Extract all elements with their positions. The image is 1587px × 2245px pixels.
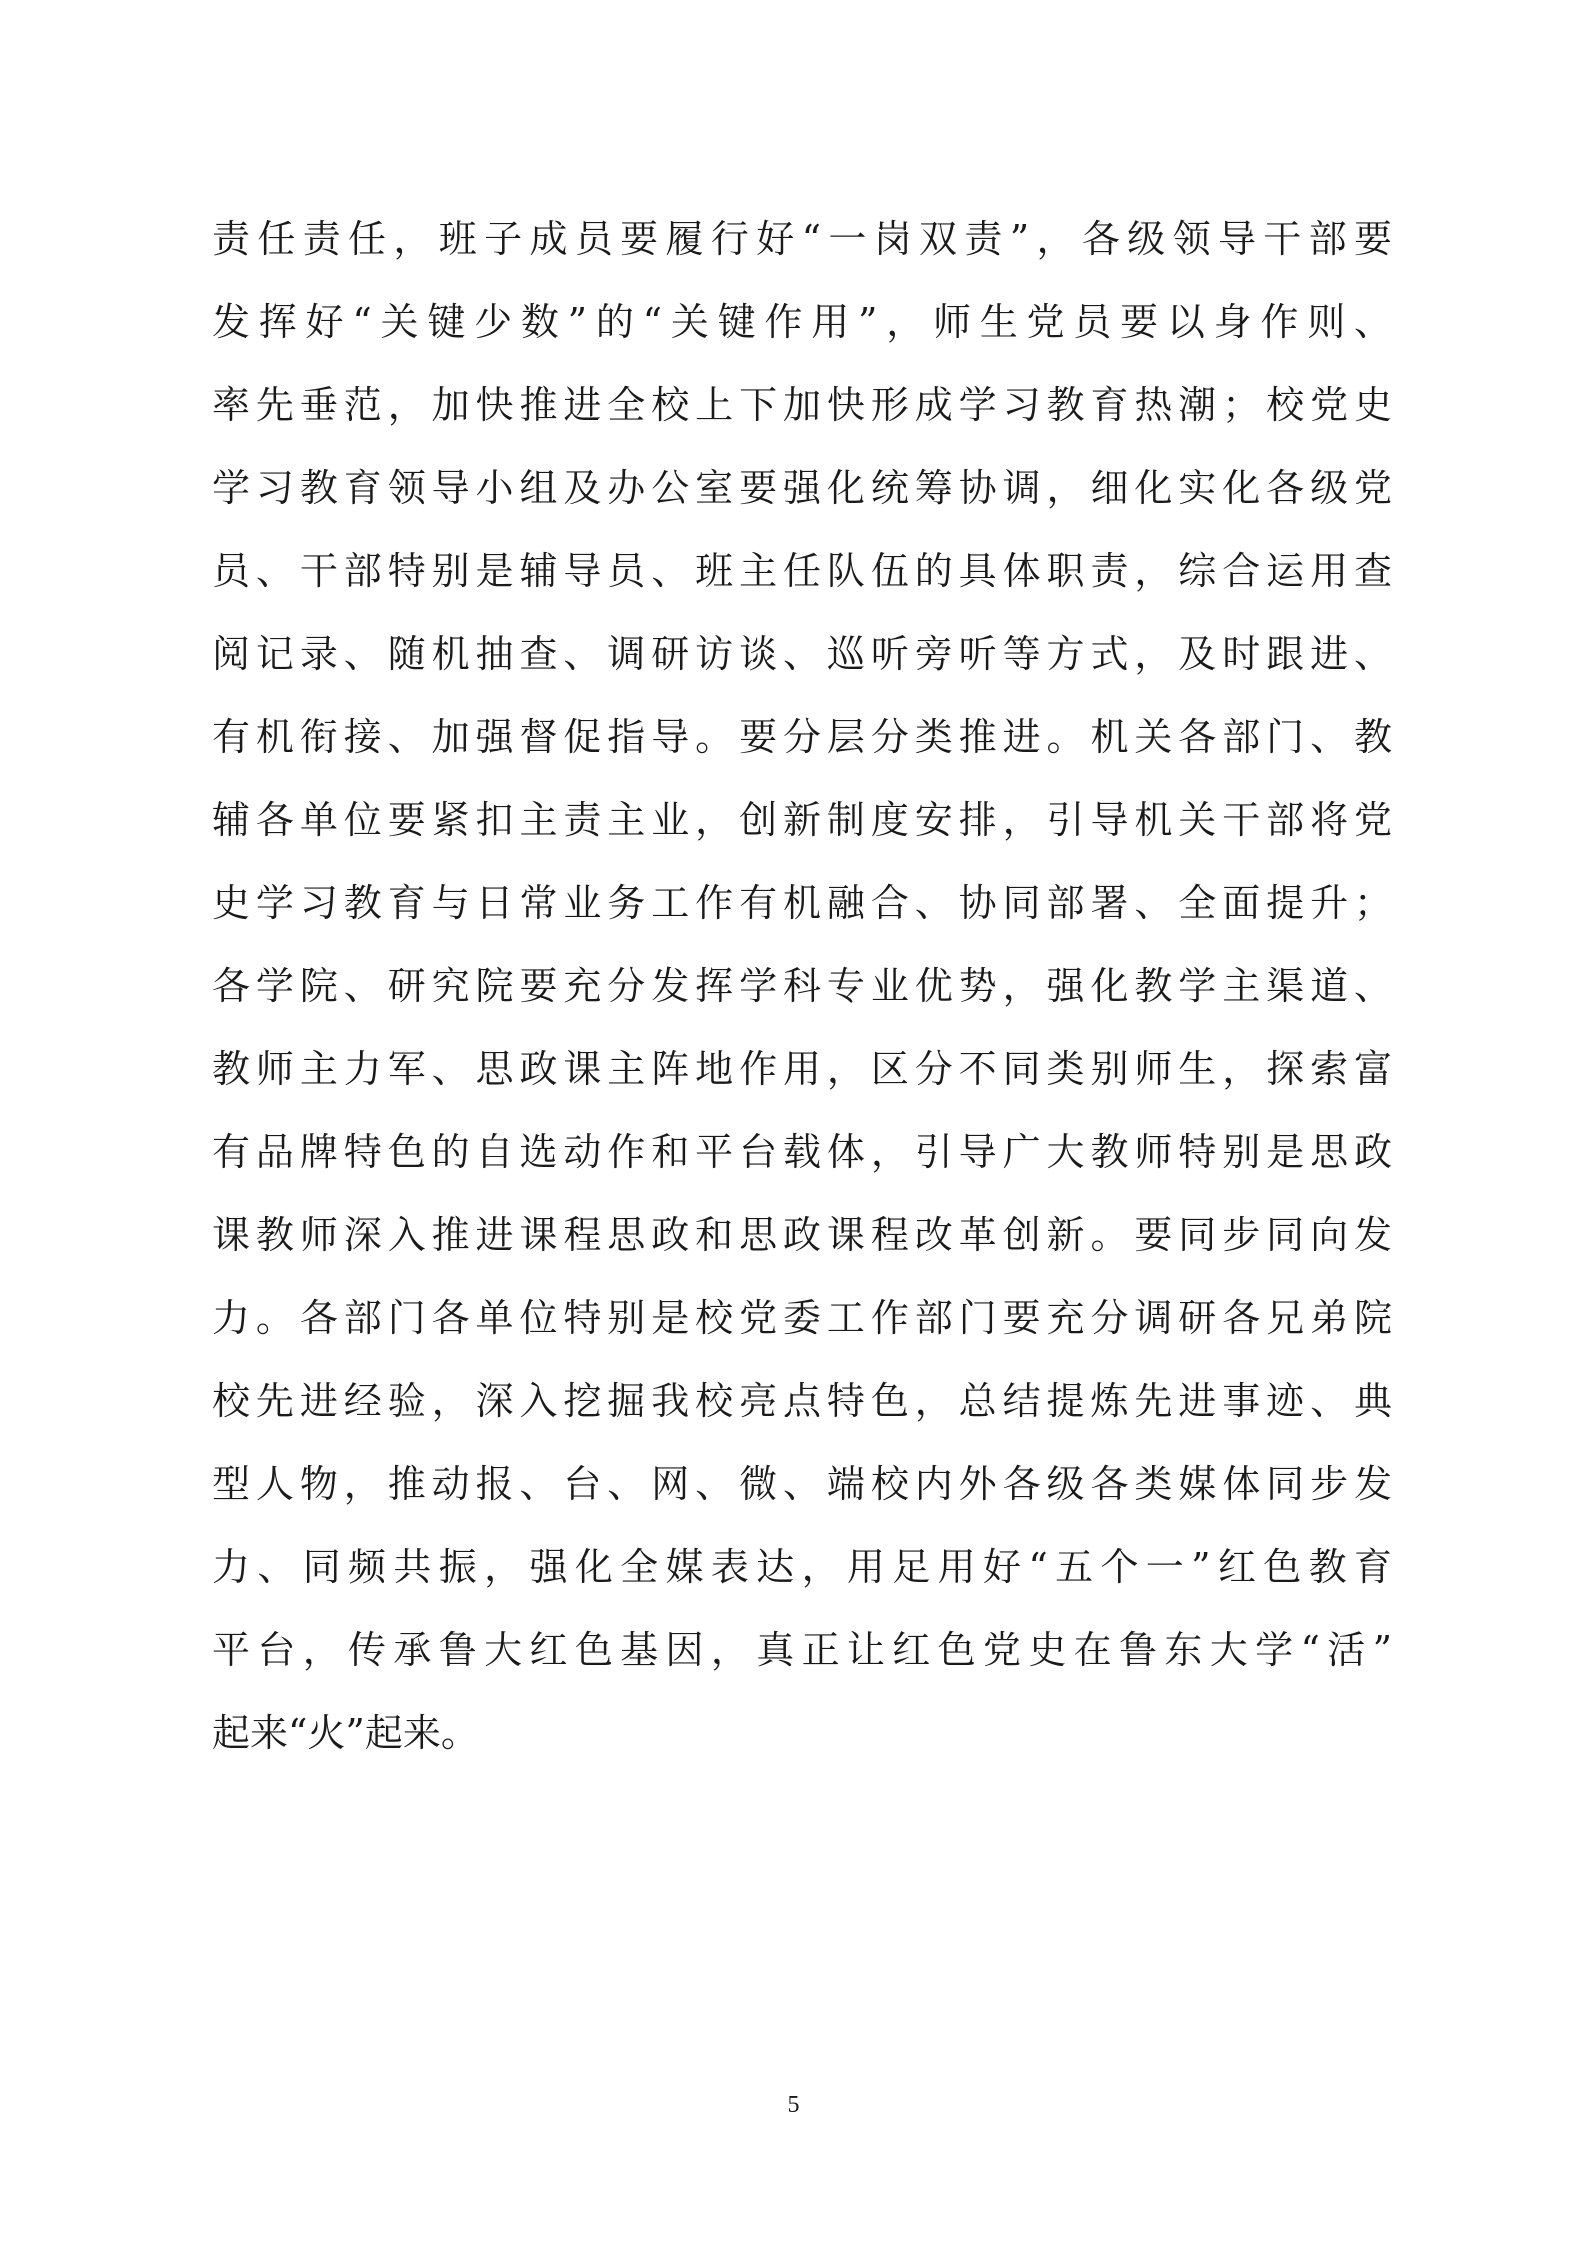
text-line: 校先进经验，深入挖掘我校亮点特色，总结提炼先进事迹、典 xyxy=(212,1379,1392,1423)
text-line: 课教师深入推进课程思政和思政课程改革创新。要同步同向发 xyxy=(212,1213,1392,1257)
text-line: 有机衔接、加强督促指导。要分层分类推进。机关各部门、教 xyxy=(212,715,1392,759)
text-line: 平台，传承鲁大红色基因，真正让红色党史在鲁东大学“活” xyxy=(212,1628,1392,1672)
text-line: 力。各部门各单位特别是校党委工作部门要充分调研各兄弟院 xyxy=(212,1296,1392,1340)
text-line: 各学院、研究院要充分发挥学科专业优势，强化教学主渠道、 xyxy=(212,964,1392,1008)
text-line: 发挥好“关键少数”的“关键作用”，师生党员要以身作则、 xyxy=(212,300,1392,344)
page-number: 5 xyxy=(787,2092,800,2118)
text-line-last: 起来“火”起来。 xyxy=(212,1711,479,1755)
text-line: 型人物，推动报、台、网、微、端校内外各级各类媒体同步发 xyxy=(212,1462,1392,1506)
text-line: 员、干部特别是辅导员、班主任队伍的具体职责，综合运用查 xyxy=(212,549,1392,593)
text-line: 史学习教育与日常业务工作有机融合、协同部署、全面提升； xyxy=(212,881,1392,925)
text-line: 学习教育领导小组及办公室要强化统筹协调，细化实化各级党 xyxy=(212,466,1392,510)
text-line: 力、同频共振，强化全媒表达，用足用好“五个一”红色教育 xyxy=(212,1545,1392,1589)
text-line: 辅各单位要紧扣主责主业，创新制度安排，引导机关干部将党 xyxy=(212,798,1392,842)
text-line: 教师主力军、思政课主阵地作用，区分不同类别师生，探索富 xyxy=(212,1047,1392,1091)
text-line: 责任责任，班子成员要履行好“一岗双责”，各级领导干部要 xyxy=(212,217,1392,261)
body-paragraph xyxy=(212,198,1392,1775)
text-line: 率先垂范，加快推进全校上下加快形成学习教育热潮；校党史 xyxy=(212,383,1392,427)
text-line: 阅记录、随机抽查、调研访谈、巡听旁听等方式，及时跟进、 xyxy=(212,632,1392,676)
text-line: 有品牌特色的自选动作和平台载体，引导广大教师特别是思政 xyxy=(212,1130,1392,1174)
